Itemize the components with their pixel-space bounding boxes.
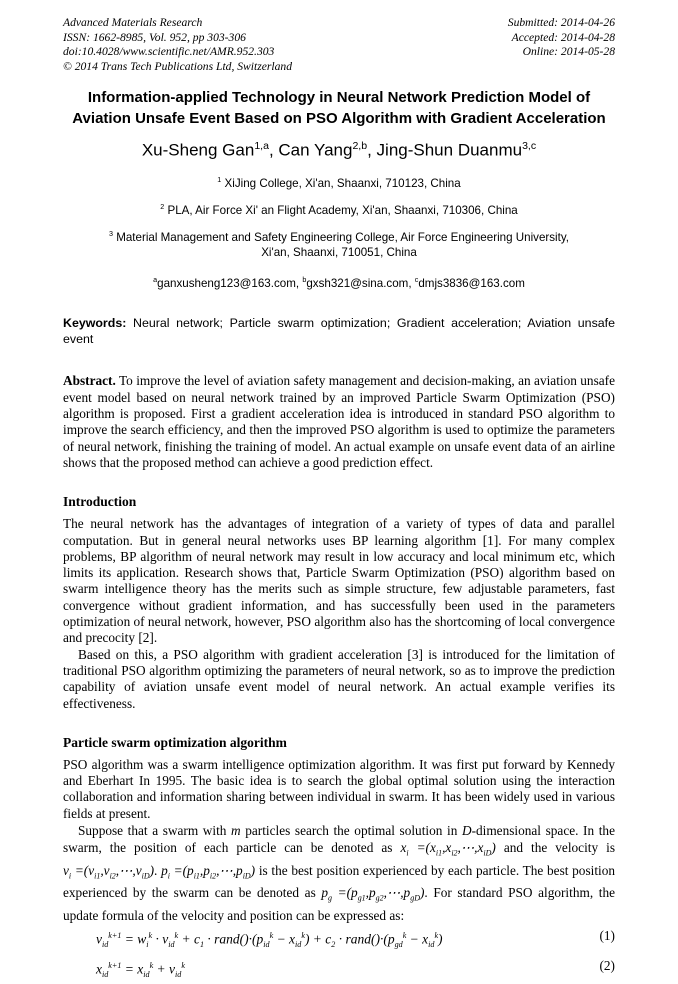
equation-row-2 [63, 957, 615, 984]
equation-row-1 [63, 927, 615, 954]
introduction-paragraph-1: The neural network has the advantages of integration of a variety of types of data and parallel computation. But in general neural networks uses BP learning algorithm [1]. For many complex problems, BP algorithm of neural network may result in low accuracy and local minimum etc, which limits its application. Research shows that, Particle Swarm Optimization (PSO) algorithm based on swarm intelligence theory has the merits such as simple structure, few adjustable parameters, fast convergence without gradient information, and has successfully been used in the parameters optimization of neural network, however, PSO algorithm also has the shortcoming of local convergence and precocity [2]. [63, 516, 616, 646]
affiliation-marker: 2 [160, 201, 165, 211]
author-affil-marker: 3,c [522, 140, 537, 153]
equation-1-number: (1) [599, 927, 615, 943]
equation-1: $v_{id}^{k+1} = w_i^k \cdot v_{id}^k + c_1$ · $rand()\cdot(p_{id}^k - x_{id}^k) + c_2$ · $rand()\cdot(p_{gd}^k - x_{id}^k)$ [96, 930, 443, 950]
paper-title: Information-applied Technology in Neural Network Prediction Model of Aviation Unsafe Event Based on PSO Algorithm with Gradient Acceleration [72, 89, 606, 128]
inline-math: D [461, 823, 472, 838]
inline-math: $p_g$ $=(p_{g1},p_{g2},\cdots,p_{gD})$ [321, 885, 425, 903]
affiliation-text: PLA, Air Force Xi' an Flight Academy, Xi'an, Shaanxi, 710306, China [164, 203, 518, 217]
abstract-text: To improve the level of aviation safety management and decision-making, an aviation unsafe event model based on neural network trained by an improved Particle Swarm Optimization (PSO) algorithm is proposed. First a gradient acceleration idea is introduced in standard PSO algorithm to improve the search efficiency, and then the improved PSO algorithm is used to optimize the parameters of neural network, finishing the training of model. An actual example on unsafe event data of an airline shows that the proposed method can achieve a good prediction effect. [63, 373, 615, 470]
affiliation-marker: 3 [108, 228, 113, 238]
inline-math: $x_i$ $=(x_{i1},x_{i2},\cdots,x_{iD})$ [400, 840, 496, 858]
abstract-label: Abstract. [63, 373, 116, 389]
author-affil-marker: 2,b [352, 140, 368, 153]
journal-doi: doi:10.4028/www.scientific.net/AMR.952.303 [63, 45, 275, 59]
affiliation-1 [63, 172, 615, 191]
keywords-label: Keywords: [63, 316, 127, 331]
journal-copyright: © 2014 Trans Tech Publications Ltd, Switzerland [63, 59, 293, 73]
submitted-date: Submitted: 2014-04-26 [507, 16, 615, 29]
email-marker: c [414, 274, 419, 284]
submission-dates [508, 16, 615, 74]
journal-issn-volume: ISSN: 1662-8985, Vol. 952, pp 303-306 [63, 30, 246, 44]
online-date: Online: 2014-05-28 [522, 45, 615, 59]
affiliation-3 [104, 226, 574, 260]
accepted-date: Accepted: 2014-04-28 [511, 30, 615, 44]
equation-2-number: (2) [599, 958, 615, 974]
email-marker: b [302, 274, 307, 284]
email-address: gxsh321@sina.com, [306, 276, 415, 290]
inline-math: $v_i$ $=(v_{i1},v_{i2},\cdots,v_{iD})$ [63, 862, 155, 881]
emails-line [63, 272, 615, 291]
journal-info [63, 16, 292, 74]
page-header [63, 16, 615, 74]
abstract-paragraph [63, 373, 615, 471]
introduction-paragraph-2: Based on this, a PSO algorithm with gradient acceleration [3] is introduced for the limitation of traditional PSO algorithm optimizing the parameters of neural network, so as to improve the prediction capability of aviation unsafe event model of neural network. An actual example verifies its effectiveness. [63, 646, 615, 711]
keywords-text: Neural network; Particle swarm optimization; Gradient acceleration; Aviation unsafe event [63, 316, 615, 347]
email-marker: a [153, 274, 158, 284]
section-heading-pso: Particle swarm optimization algorithm [63, 734, 287, 750]
affiliation-2 [63, 199, 615, 218]
pso-paragraph-2: Suppose that a swarm with m particles search the optimal solution in D-dimensional space. In the swarm, the position of each particle can be denoted as $x_i$ $=(x_{i1},x_{i2},\cdots,x_{iD})$ and the velocity is $v_i$ $=(v_{i1},v_{i2},\cdots,v_{iD})$. $p_i$ $=(p_{i1},p_{i2},\cdots,p_{iD})$ is the best position experienced by each particle. The best position experienced by the swarm can be denoted as $p_g$ $=(p_{g1},p_{g2},\cdots,p_{gD})$. For standard PSO algorithm, the update formula of the velocity and position can be expressed as: [63, 823, 616, 923]
inline-math: m [231, 823, 241, 838]
email-address: ganxusheng123@163.com, [157, 276, 303, 290]
affiliation-text: Material Management and Safety Engineering College, Air Force Engineering University, Xi'an, Shaanxi, 710051, China [112, 230, 570, 259]
keywords-block [63, 315, 615, 347]
author-name: , Jing-Shun Duanmu [367, 141, 523, 161]
journal-name: Advanced Materials Research [63, 16, 203, 29]
author-name: , Can Yang [268, 141, 353, 161]
author-name: Xu-Sheng Gan [141, 141, 255, 161]
authors-line [63, 135, 615, 162]
email-address: dmjs3836@163.com [418, 276, 525, 290]
inline-math: $p_i$ $=(p_{i1},p_{i2},\cdots,p_{iD})$ [161, 862, 256, 881]
equation-2: $x_{id}^{k+1} = x_{id}^k + v_{id}^k$ [96, 961, 185, 980]
pso-paragraph-1: PSO algorithm was a swarm intelligence optimization algorithm. It was first put forward by Kennedy and Eberhart In 1995. The basic idea is to search the global optimal solution using the interaction collaboration and information sharing between individual in swarm. It has been widely used in various fields at present. [63, 756, 615, 821]
section-heading-introduction: Introduction [63, 494, 137, 510]
affiliation-marker: 1 [217, 175, 222, 185]
affiliation-text: XiJing College, Xi'an, Shaanxi, 710123, China [221, 176, 461, 190]
author-affil-marker: 1,a [254, 140, 269, 153]
